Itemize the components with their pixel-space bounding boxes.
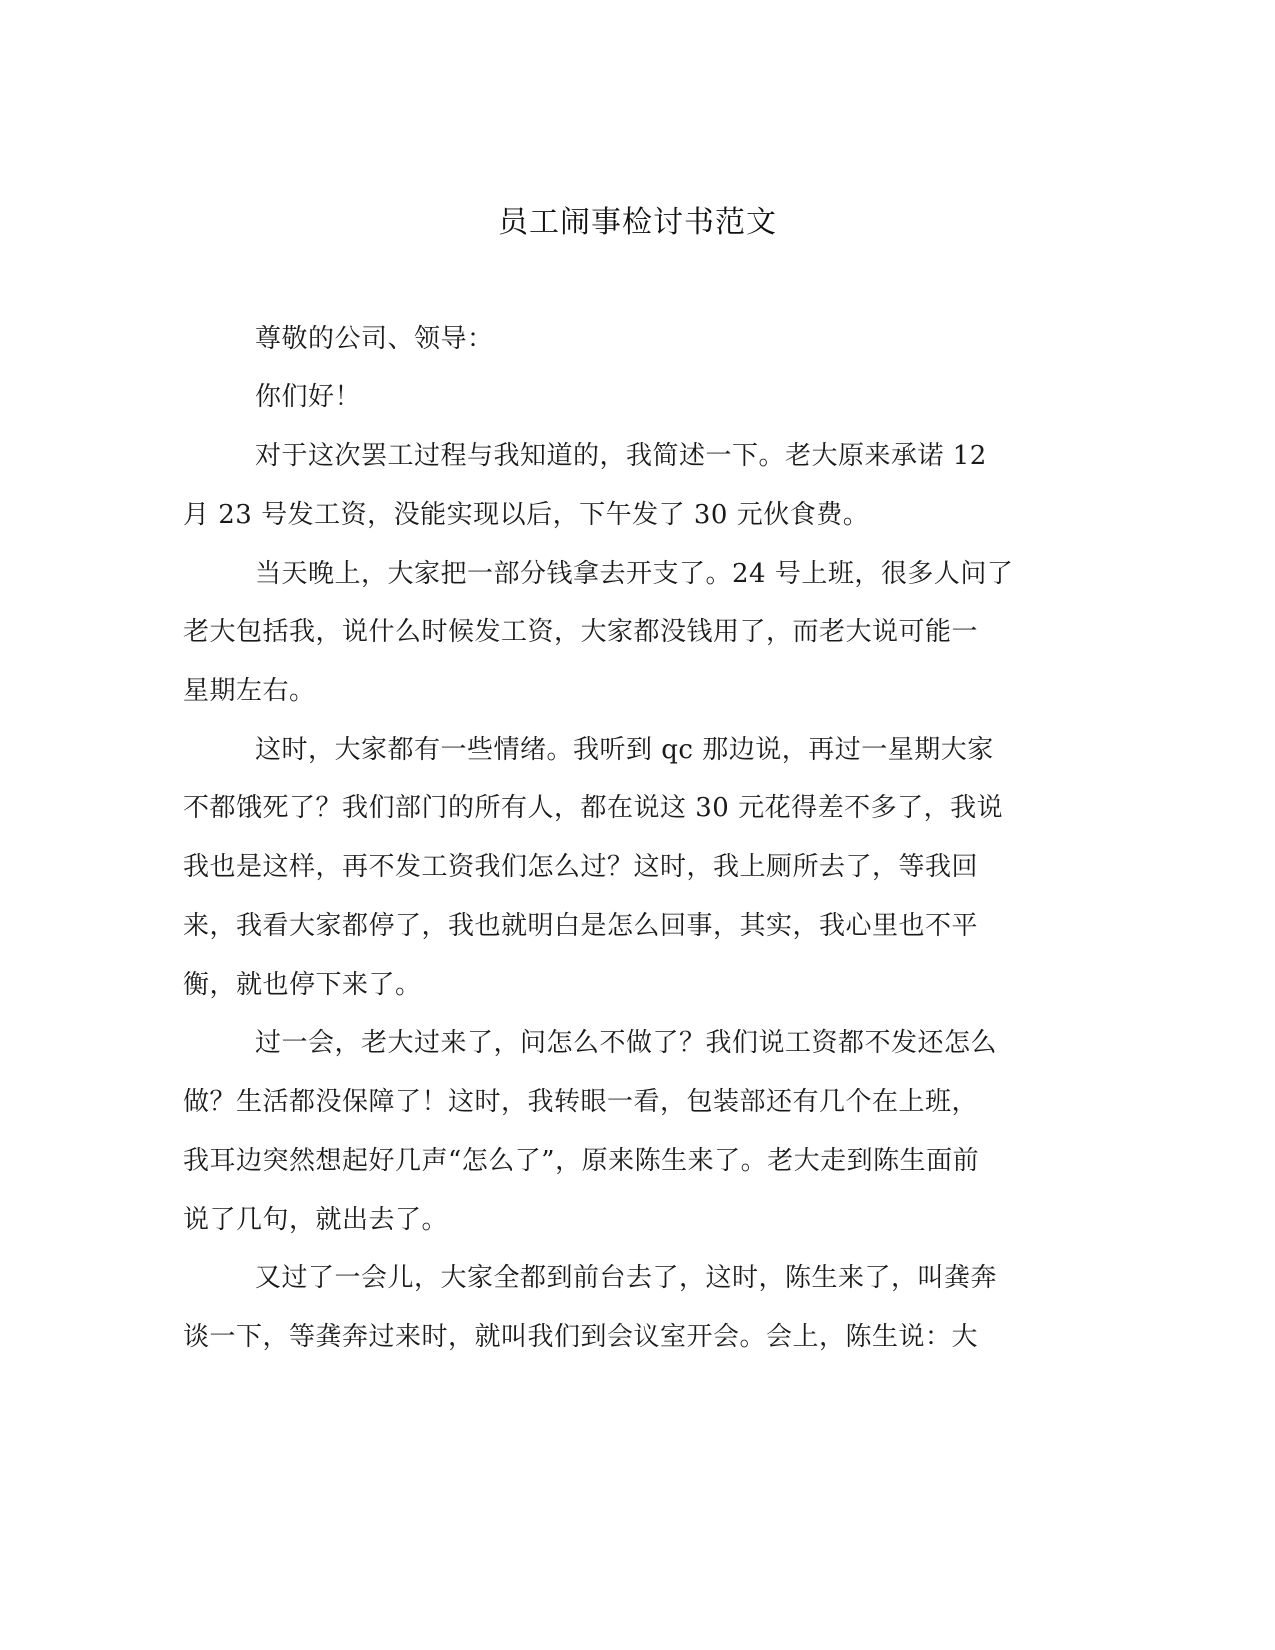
paragraph-line: 谈一下，等龚奔过来时，就叫我们到会议室开会。会上，陈生说：大: [183, 1322, 979, 1352]
paragraph-line: 对于这次罢工过程与我知道的，我简述一下。老大原来承诺 12: [255, 441, 987, 471]
paragraph-line: 做？生活都没保障了！这时，我转眼一看，包装部还有几个在上班，: [183, 1087, 979, 1117]
paragraph-line: 我也是这样，再不发工资我们怎么过？这时，我上厕所去了，等我回: [183, 852, 979, 882]
paragraph-line: 当天晚上，大家把一部分钱拿去开支了。24 号上班，很多人问了: [255, 559, 1014, 589]
paragraph-line: 月 23 号发工资，没能实现以后，下午发了 30 元伙食费。: [183, 500, 870, 530]
paragraph-line: 衡，就也停下来了。: [183, 970, 422, 1000]
paragraph-line: 我耳边突然想起好几声“怎么了”，原来陈生来了。老大走到陈生面前: [183, 1146, 980, 1176]
document-title: 员工闹事检讨书范文: [498, 205, 777, 240]
paragraph-line: 又过了一会儿，大家全都到前台去了，这时，陈生来了，叫龚奔: [255, 1263, 998, 1293]
paragraph-line: 说了几句，就出去了。: [183, 1205, 449, 1235]
salutation-line: 尊敬的公司、领导：: [255, 324, 494, 354]
paragraph-line: 老大包括我，说什么时候发工资，大家都没钱用了，而老大说可能一: [183, 617, 979, 647]
paragraph-line: 这时，大家都有一些情绪。我听到 qc 那边说，再过一星期大家: [255, 735, 994, 765]
paragraph-line: 来，我看大家都停了，我也就明白是怎么回事，其实，我心里也不平: [183, 911, 979, 941]
greeting-line: 你们好！: [255, 382, 362, 412]
paragraph-line: 星期左右。: [183, 676, 316, 706]
paragraph-line: 过一会，老大过来了，问怎么不做了？我们说工资都不发还怎么: [255, 1028, 998, 1058]
paragraph-line: 不都饿死了？我们部门的所有人，都在说这 30 元花得差不多了，我说: [183, 793, 1004, 823]
